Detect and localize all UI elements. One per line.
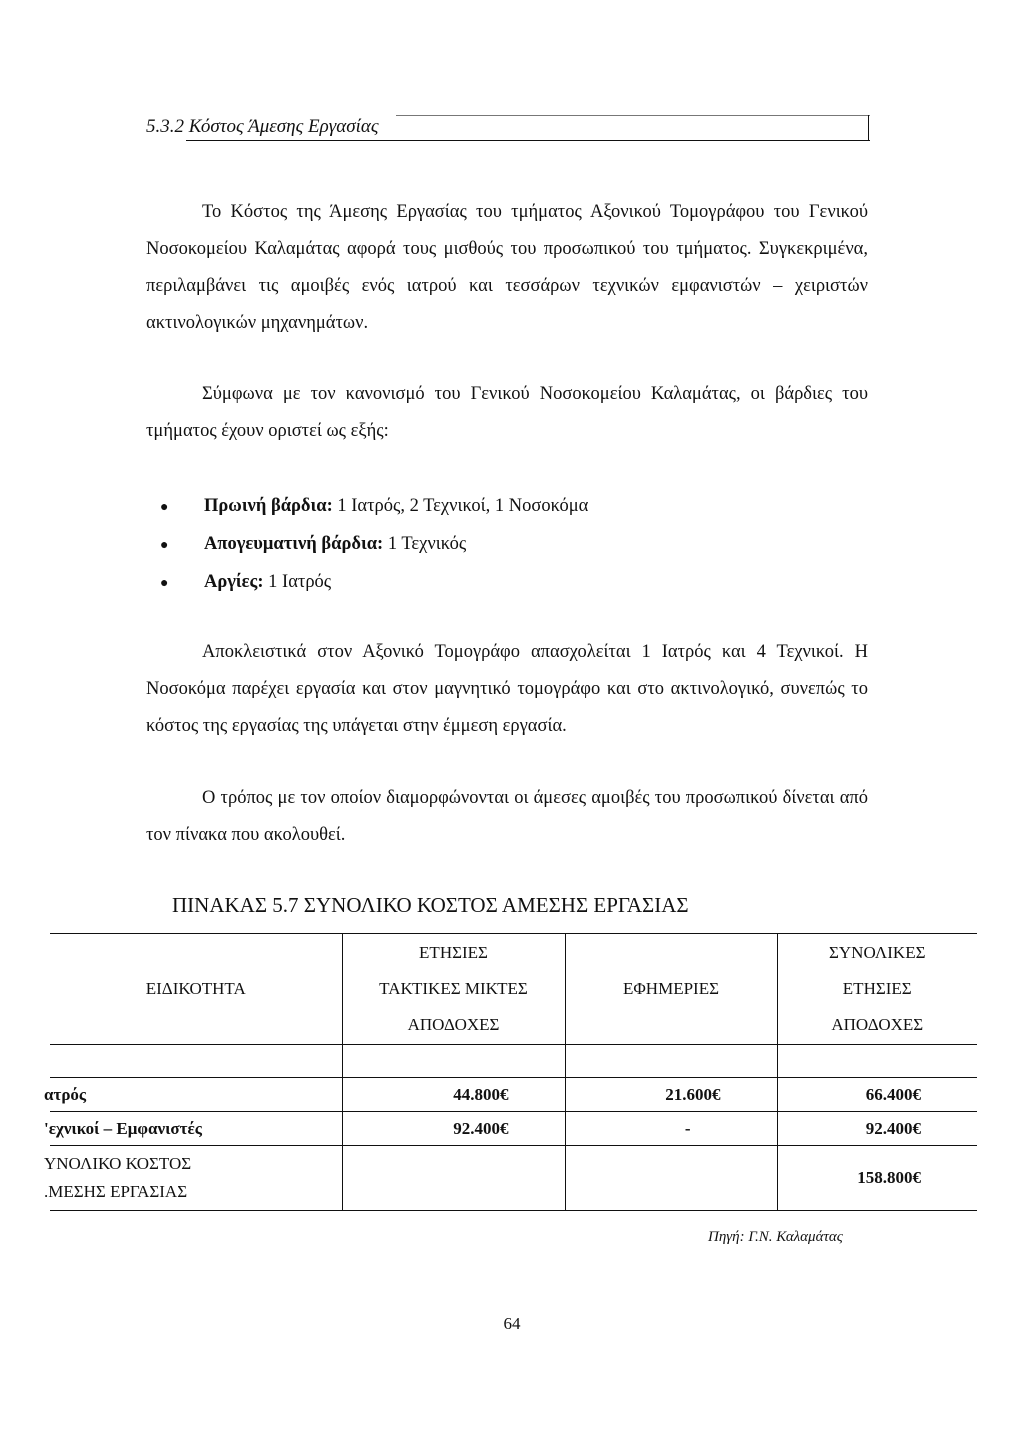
bullet-icon: ● — [160, 500, 169, 515]
direct-labor-cost-table — [44, 933, 977, 1211]
shift-item-morning — [160, 487, 588, 525]
paragraph-table-intro: Ο τρόπος με τον οποίον διαμορφώνονται οι άμεσες αμοιβές του προσωπικού δίνεται από τον πίνακα που ακολουθεί. — [146, 788, 868, 845]
table-title: ΠΙΝΑΚΑΣ 5.7 ΣΥΝΟΛΙΚΟ ΚΟΣΤΟΣ ΑΜΕΣΗΣ ΕΡΓΑΣΙΑΣ — [172, 893, 689, 917]
header-total-pay: ΣΥΝΟΛΙΚΕΣ ΕΤΗΣΙΕΣ ΑΠΟΔΟΧΕΣ — [777, 934, 977, 1045]
table-row — [50, 1112, 977, 1146]
paragraph-shift-regulation: Σύμφωνα με τον κανονισμό του Γενικού Νοσοκομείου Καλαμάτας, οι βάρδιες του τμήματος έχουν οριστεί ως εξής: — [146, 384, 868, 441]
cell-annual: 44.800€ — [342, 1078, 565, 1112]
cell-oncall: - — [565, 1112, 777, 1146]
cell-empty — [342, 1146, 565, 1211]
shift-label: Πρωινή βάρδια: — [204, 496, 333, 516]
shift-list — [160, 487, 588, 601]
shift-item-holidays — [160, 563, 588, 601]
table-total-row — [50, 1146, 977, 1211]
section-heading — [146, 112, 872, 142]
table-spacer-row — [50, 1045, 977, 1078]
table-row — [50, 1078, 977, 1112]
bullet-icon: ● — [160, 576, 169, 591]
paragraph-exclusive-staff: Αποκλειστικά στον Αξονικό Τομογράφο απασχολείται 1 Ιατρός και 4 Τεχνικοί. Η Νοσοκόμα παρέχει εργασία και στον μαγνητικό τομογράφο και στο ακτινολογικό, συνεπώς το κόστος της εργασίας της υπάγεται στην έμμεση εργασία. — [146, 642, 868, 736]
cell-specialty: 'εχνικοί – Εμφανιστές — [50, 1112, 342, 1146]
header-annual-pay: ΕΤΗΣΙΕΣ ΤΑΚΤΙΚΕΣ ΜΙΚΤΕΣ ΑΠΟΔΟΧΕΣ — [342, 934, 565, 1045]
cell-oncall: 21.600€ — [565, 1078, 777, 1112]
heading-rule-end — [868, 115, 869, 141]
cell-specialty: ατρός — [50, 1078, 342, 1112]
cell-grand-total: 158.800€ — [777, 1146, 977, 1211]
shift-value: 1 Τεχνικός — [387, 534, 467, 554]
heading-underline — [186, 140, 870, 141]
bullet-icon: ● — [160, 538, 169, 553]
page-number: 64 — [503, 1314, 521, 1333]
cell-total-label: ΥΝΟΛΙΚΟ ΚΟΣΤΟΣ .ΜΕΣΗΣ ΕΡΓΑΣΙΑΣ — [50, 1146, 342, 1211]
table-header-row — [50, 934, 977, 1045]
section-title: 5.3.2 Κόστος Άμεσης Εργασίας — [146, 116, 379, 137]
paragraph-direct-labor-intro: Το Κόστος της Άμεσης Εργασίας του τμήματος Αξονικού Τομογράφου του Γενικού Νοσοκομείου Καλαμάτας αφορά τους μισθούς του προσωπικού του τμήματος. Συγκεκριμένα, περιλαμβάνει τις αμοιβές ενός ιατρού και τεσσάρων τεχνικών εμφανιστών – χειριστών ακτινολογικών μηχανημάτων. — [146, 202, 868, 333]
shift-value: 1 Ιατρός — [268, 572, 332, 592]
heading-rule-top — [396, 115, 870, 116]
table-source: Πηγή: Γ.Ν. Καλαμάτας — [708, 1229, 843, 1245]
shift-label: Απογευματινή βάρδια: — [204, 534, 384, 554]
shift-value: 1 Ιατρός, 2 Τεχνικοί, 1 Νοσοκόμα — [337, 496, 589, 516]
cell-total: 92.400€ — [777, 1112, 977, 1146]
cell-annual: 92.400€ — [342, 1112, 565, 1146]
shift-label: Αργίες: — [204, 572, 264, 592]
header-oncall: ΕΦΗΜΕΡΙΕΣ — [565, 934, 777, 1045]
cell-total: 66.400€ — [777, 1078, 977, 1112]
shift-item-afternoon — [160, 525, 588, 563]
cell-empty — [565, 1146, 777, 1211]
header-specialty: ΕΙΔΙΚΟΤΗΤΑ — [50, 934, 342, 1045]
